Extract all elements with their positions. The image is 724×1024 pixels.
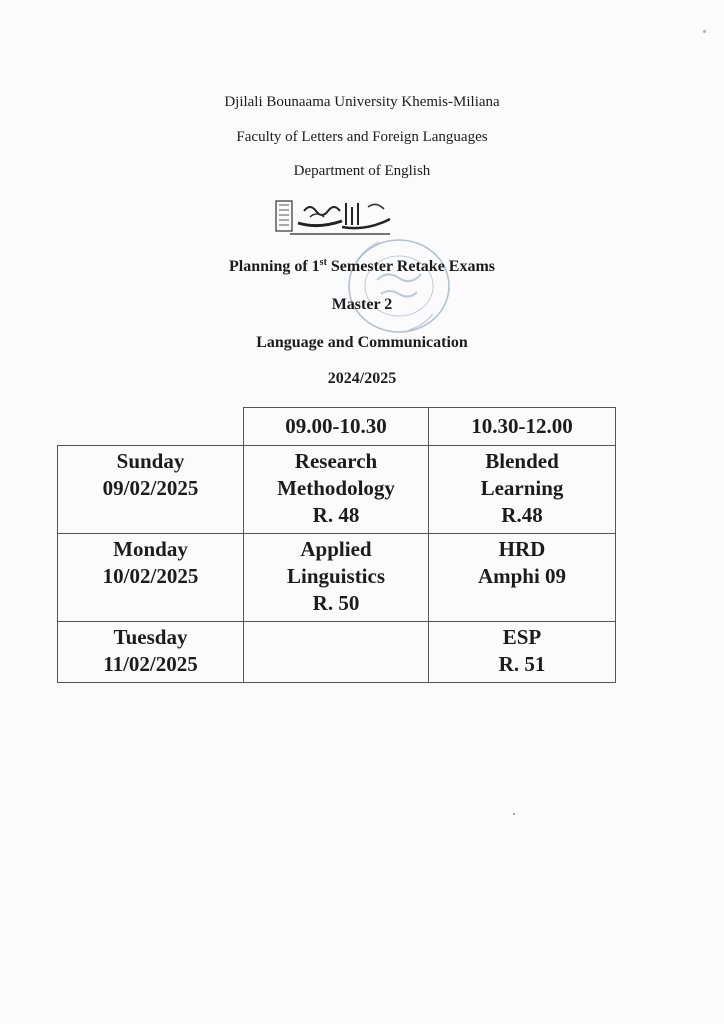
- level-title: Master 2: [331, 296, 393, 313]
- day-cell: [58, 534, 244, 622]
- exam-schedule-table: [57, 407, 616, 683]
- exam-module: Methodology: [277, 476, 395, 500]
- exam-cell: [244, 446, 429, 534]
- scan-speck: [703, 30, 706, 33]
- exam-module: Research: [294, 449, 378, 473]
- planning-title-prefix: Planning of 1: [228, 258, 320, 275]
- day-name: Sunday: [116, 449, 185, 473]
- planning-title-suffix: Semester Retake Exams: [326, 258, 496, 275]
- table-row: [58, 446, 616, 534]
- department-name: Department of English: [293, 163, 431, 179]
- planning-title: [0, 258, 724, 276]
- day-cell: [58, 622, 244, 683]
- exam-room: R.48: [501, 503, 543, 527]
- table-row: [58, 534, 616, 622]
- university-name: Djilali Bounaama University Khemis-Miliana: [224, 94, 500, 110]
- day-date: 09/02/2025: [102, 476, 199, 500]
- exam-room: R. 48: [312, 503, 360, 527]
- day-date: 10/02/2025: [102, 564, 199, 588]
- day-date: 11/02/2025: [103, 652, 198, 676]
- time-slot-header: 10.30-12.00: [429, 408, 616, 446]
- exam-module: Learning: [480, 476, 564, 500]
- exam-module: HRD: [498, 537, 546, 561]
- day-name: Monday: [113, 537, 188, 561]
- exam-module: Linguistics: [286, 564, 386, 588]
- exam-room: Amphi 09: [477, 564, 567, 588]
- exam-cell: [429, 534, 616, 622]
- exam-module: ESP: [502, 625, 542, 649]
- exam-module: Blended: [485, 449, 559, 473]
- table-corner-cell: [58, 408, 244, 446]
- scan-speck: [513, 813, 515, 815]
- exam-room: R. 50: [312, 591, 360, 615]
- specialty-title: Language and Communication: [256, 334, 468, 351]
- exam-module: Applied: [300, 537, 372, 561]
- day-name: Tuesday: [113, 625, 188, 649]
- department-stamp: [337, 232, 457, 342]
- day-cell: [58, 446, 244, 534]
- faculty-name: Faculty of Letters and Foreign Languages: [236, 129, 488, 145]
- table-header-row: [58, 408, 616, 446]
- exam-cell: [429, 446, 616, 534]
- empty-exam-cell: [244, 622, 429, 683]
- time-slot-header: 09.00-10.30: [244, 408, 429, 446]
- table-row: [58, 622, 616, 683]
- exam-room: R. 51: [498, 652, 546, 676]
- planning-title-sup: st: [319, 257, 327, 268]
- exam-cell: [429, 622, 616, 683]
- academic-year: 2024/2025: [327, 370, 397, 387]
- exam-cell: [244, 534, 429, 622]
